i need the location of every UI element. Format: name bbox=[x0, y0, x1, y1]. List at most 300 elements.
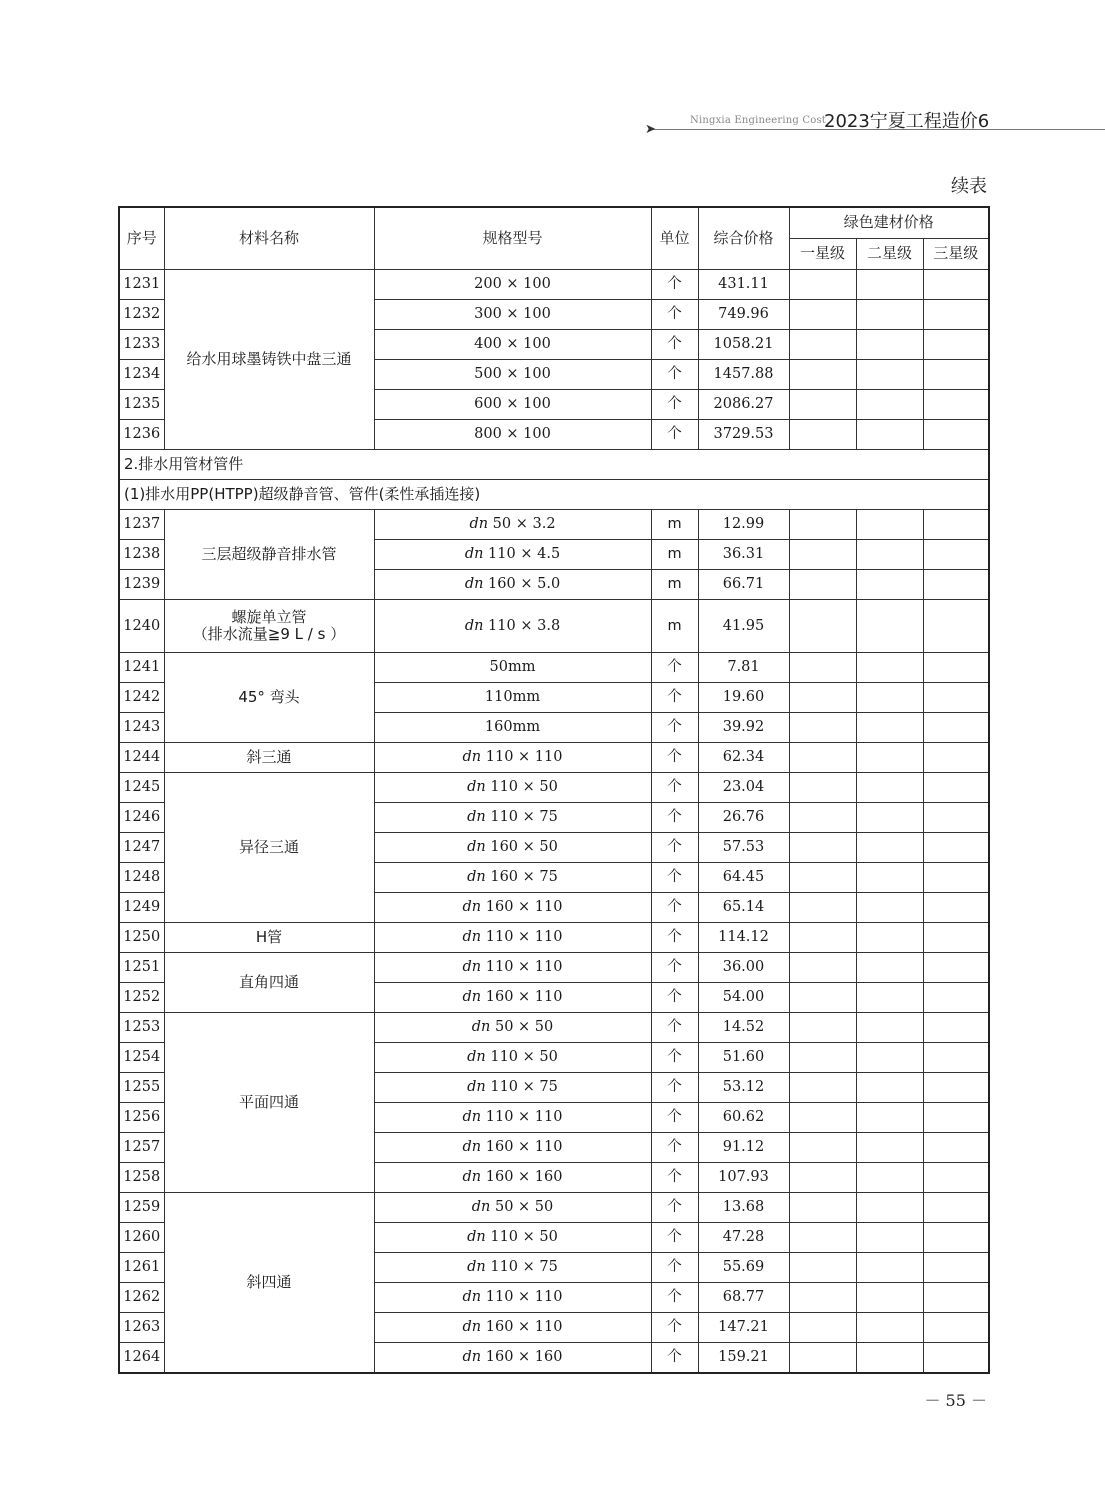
row-spec bbox=[374, 803, 651, 833]
material-name bbox=[164, 270, 374, 450]
row-price: 749.96 bbox=[698, 300, 789, 330]
row-spec bbox=[374, 540, 651, 570]
row-star2 bbox=[856, 270, 923, 300]
row-star3 bbox=[923, 863, 989, 893]
row-star1 bbox=[789, 923, 856, 953]
row-star2 bbox=[856, 540, 923, 570]
row-spec bbox=[374, 1163, 651, 1193]
row-seq: 1238 bbox=[119, 540, 164, 570]
spec-value: 400 × 100 bbox=[474, 336, 551, 353]
row-star3 bbox=[923, 1313, 989, 1343]
row-seq: 1246 bbox=[119, 803, 164, 833]
section-row bbox=[119, 480, 989, 510]
row-unit: 个 bbox=[651, 330, 698, 360]
spec-prefix: dn bbox=[462, 959, 482, 976]
row-seq: 1254 bbox=[119, 1043, 164, 1073]
row-seq: 1233 bbox=[119, 330, 164, 360]
spec-prefix: dn bbox=[471, 1199, 491, 1216]
header-english-title: Ningxia Engineering Cost bbox=[690, 115, 827, 126]
spec-prefix: dn bbox=[462, 1109, 482, 1126]
material-name bbox=[164, 1013, 374, 1193]
row-price: 57.53 bbox=[698, 833, 789, 863]
spec-value: 600 × 100 bbox=[474, 396, 551, 413]
row-star3 bbox=[923, 1283, 989, 1313]
table-row bbox=[119, 510, 989, 540]
row-star1 bbox=[789, 600, 856, 653]
row-price: 19.60 bbox=[698, 683, 789, 713]
row-spec bbox=[374, 510, 651, 540]
row-price: 1058.21 bbox=[698, 330, 789, 360]
row-seq: 1244 bbox=[119, 743, 164, 773]
spec-prefix: dn bbox=[462, 1319, 482, 1336]
row-unit: 个 bbox=[651, 1313, 698, 1343]
spec-prefix: dn bbox=[467, 779, 486, 796]
row-unit: 个 bbox=[651, 300, 698, 330]
row-star1 bbox=[789, 953, 856, 983]
spec-prefix: dn bbox=[469, 516, 489, 533]
row-seq: 1256 bbox=[119, 1103, 164, 1133]
row-unit: 个 bbox=[651, 1253, 698, 1283]
row-price: 159.21 bbox=[698, 1343, 789, 1374]
row-star2 bbox=[856, 300, 923, 330]
row-spec bbox=[374, 1043, 651, 1073]
spec-value: 50 × 3.2 bbox=[488, 516, 556, 533]
spec-value: 160 × 110 bbox=[481, 899, 563, 916]
row-seq: 1234 bbox=[119, 360, 164, 390]
row-seq: 1258 bbox=[119, 1163, 164, 1193]
table-row bbox=[119, 1193, 989, 1223]
row-spec bbox=[374, 1313, 651, 1343]
row-star1 bbox=[789, 300, 856, 330]
row-price: 68.77 bbox=[698, 1283, 789, 1313]
material-name-text: 45° 弯头 bbox=[238, 687, 300, 706]
row-star3 bbox=[923, 270, 989, 300]
row-unit: 个 bbox=[651, 683, 698, 713]
spec-value: 50mm bbox=[489, 659, 536, 676]
row-star2 bbox=[856, 863, 923, 893]
row-unit: 个 bbox=[651, 983, 698, 1013]
spec-value: 110 × 110 bbox=[481, 1109, 563, 1126]
row-price: 60.62 bbox=[698, 1103, 789, 1133]
row-star3 bbox=[923, 1133, 989, 1163]
row-unit: 个 bbox=[651, 923, 698, 953]
spec-value: 110 × 110 bbox=[481, 959, 563, 976]
row-spec bbox=[374, 1343, 651, 1374]
row-unit: 个 bbox=[651, 953, 698, 983]
row-price: 55.69 bbox=[698, 1253, 789, 1283]
row-spec bbox=[374, 743, 651, 773]
header-arrow-icon: ➤ bbox=[645, 122, 656, 137]
row-star2 bbox=[856, 1283, 923, 1313]
row-star3 bbox=[923, 510, 989, 540]
row-price: 2086.27 bbox=[698, 390, 789, 420]
row-star2 bbox=[856, 1343, 923, 1374]
row-star2 bbox=[856, 1133, 923, 1163]
section-title: 2.排水用管材管件 bbox=[119, 450, 989, 480]
row-star2 bbox=[856, 420, 923, 450]
row-star3 bbox=[923, 1163, 989, 1193]
spec-prefix: dn bbox=[464, 576, 484, 593]
row-spec bbox=[374, 983, 651, 1013]
spec-value: 110 × 110 bbox=[481, 929, 563, 946]
row-spec bbox=[374, 1133, 651, 1163]
spec-prefix: dn bbox=[462, 1139, 482, 1156]
material-name-text: 三层超级静音排水管 bbox=[201, 544, 337, 563]
row-unit: 个 bbox=[651, 773, 698, 803]
header-chinese-title: 2023宁夏工程造价6 bbox=[824, 111, 990, 132]
running-header bbox=[0, 0, 1105, 140]
row-unit: 个 bbox=[651, 893, 698, 923]
spec-value: 160mm bbox=[484, 719, 541, 736]
material-name-text: H管 bbox=[255, 927, 283, 946]
row-spec bbox=[374, 1283, 651, 1313]
row-seq: 1232 bbox=[119, 300, 164, 330]
row-price: 23.04 bbox=[698, 773, 789, 803]
row-seq: 1231 bbox=[119, 270, 164, 300]
spec-prefix: dn bbox=[464, 546, 484, 563]
row-seq: 1242 bbox=[119, 683, 164, 713]
row-seq: 1260 bbox=[119, 1223, 164, 1253]
material-name bbox=[164, 773, 374, 923]
row-star3 bbox=[923, 683, 989, 713]
row-star1 bbox=[789, 713, 856, 743]
material-name-note: （排水流量≧9 L / s ） bbox=[192, 625, 346, 643]
spec-prefix: dn bbox=[471, 1019, 491, 1036]
row-unit: m bbox=[651, 510, 698, 540]
spec-prefix: dn bbox=[467, 869, 486, 886]
page-number: － 55 － bbox=[924, 1391, 987, 1410]
spec-value: 110 × 75 bbox=[485, 809, 558, 826]
row-star1 bbox=[789, 773, 856, 803]
table-row bbox=[119, 773, 989, 803]
row-spec bbox=[374, 1013, 651, 1043]
spec-prefix: dn bbox=[462, 1289, 482, 1306]
spec-value: 110mm bbox=[484, 689, 541, 706]
col-unit-header: 单位 bbox=[651, 207, 698, 270]
spec-value: 160 × 5.0 bbox=[483, 576, 561, 593]
row-seq: 1248 bbox=[119, 863, 164, 893]
row-spec bbox=[374, 863, 651, 893]
row-star1 bbox=[789, 1193, 856, 1223]
row-star1 bbox=[789, 1013, 856, 1043]
material-name bbox=[164, 953, 374, 1013]
spec-prefix: dn bbox=[462, 1169, 482, 1186]
table-row bbox=[119, 743, 989, 773]
spec-value: 160 × 50 bbox=[485, 839, 558, 856]
row-star2 bbox=[856, 833, 923, 863]
row-seq: 1263 bbox=[119, 1313, 164, 1343]
row-price: 66.71 bbox=[698, 570, 789, 600]
row-star3 bbox=[923, 893, 989, 923]
row-seq: 1257 bbox=[119, 1133, 164, 1163]
row-star1 bbox=[789, 983, 856, 1013]
row-seq: 1235 bbox=[119, 390, 164, 420]
row-star3 bbox=[923, 390, 989, 420]
row-star2 bbox=[856, 600, 923, 653]
row-seq: 1249 bbox=[119, 893, 164, 923]
material-name bbox=[164, 653, 374, 743]
row-seq: 1253 bbox=[119, 1013, 164, 1043]
row-spec bbox=[374, 1073, 651, 1103]
row-star2 bbox=[856, 683, 923, 713]
row-star2 bbox=[856, 893, 923, 923]
row-price: 41.95 bbox=[698, 600, 789, 653]
spec-value: 110 × 50 bbox=[485, 1229, 558, 1246]
col-seq-header: 序号 bbox=[119, 207, 164, 270]
row-star3 bbox=[923, 1043, 989, 1073]
row-seq: 1264 bbox=[119, 1343, 164, 1374]
row-star1 bbox=[789, 510, 856, 540]
row-price: 147.21 bbox=[698, 1313, 789, 1343]
row-star3 bbox=[923, 713, 989, 743]
col-spec-header: 规格型号 bbox=[374, 207, 651, 270]
row-spec bbox=[374, 360, 651, 390]
table-row bbox=[119, 653, 989, 683]
table-row bbox=[119, 953, 989, 983]
row-star2 bbox=[856, 953, 923, 983]
row-star1 bbox=[789, 1343, 856, 1374]
material-name bbox=[164, 510, 374, 600]
row-spec bbox=[374, 833, 651, 863]
row-star1 bbox=[789, 1283, 856, 1313]
row-price: 62.34 bbox=[698, 743, 789, 773]
row-spec bbox=[374, 1193, 651, 1223]
row-star3 bbox=[923, 1343, 989, 1374]
row-spec bbox=[374, 600, 651, 653]
spec-prefix: dn bbox=[467, 1229, 486, 1246]
material-name-text: 斜三通 bbox=[246, 747, 292, 766]
row-star2 bbox=[856, 803, 923, 833]
spec-value: 160 × 160 bbox=[481, 1169, 563, 1186]
row-star2 bbox=[856, 743, 923, 773]
row-unit: 个 bbox=[651, 1223, 698, 1253]
row-seq: 1259 bbox=[119, 1193, 164, 1223]
row-star1 bbox=[789, 570, 856, 600]
spec-prefix: dn bbox=[467, 1049, 486, 1066]
row-star3 bbox=[923, 833, 989, 863]
row-spec bbox=[374, 773, 651, 803]
row-star3 bbox=[923, 1073, 989, 1103]
row-price: 114.12 bbox=[698, 923, 789, 953]
spec-value: 110 × 75 bbox=[485, 1259, 558, 1276]
row-unit: 个 bbox=[651, 1343, 698, 1374]
table-row bbox=[119, 1013, 989, 1043]
row-price: 14.52 bbox=[698, 1013, 789, 1043]
row-star2 bbox=[856, 390, 923, 420]
row-seq: 1255 bbox=[119, 1073, 164, 1103]
row-spec bbox=[374, 300, 651, 330]
row-star3 bbox=[923, 923, 989, 953]
row-unit: 个 bbox=[651, 1283, 698, 1313]
row-price: 36.00 bbox=[698, 953, 789, 983]
row-star3 bbox=[923, 1103, 989, 1133]
spec-prefix: dn bbox=[462, 989, 482, 1006]
row-unit: 个 bbox=[651, 270, 698, 300]
row-seq: 1252 bbox=[119, 983, 164, 1013]
row-star2 bbox=[856, 510, 923, 540]
spec-value: 500 × 100 bbox=[474, 366, 551, 383]
row-star1 bbox=[789, 1253, 856, 1283]
row-star2 bbox=[856, 1013, 923, 1043]
row-star3 bbox=[923, 653, 989, 683]
row-unit: 个 bbox=[651, 803, 698, 833]
continued-label: 续表 bbox=[951, 176, 987, 197]
row-star3 bbox=[923, 300, 989, 330]
row-price: 65.14 bbox=[698, 893, 789, 923]
row-star1 bbox=[789, 1103, 856, 1133]
material-name-text: 螺旋单立管 bbox=[231, 607, 307, 626]
row-spec bbox=[374, 713, 651, 743]
spec-value: 110 × 75 bbox=[485, 1079, 558, 1096]
row-unit: 个 bbox=[651, 1103, 698, 1133]
spec-value: 800 × 100 bbox=[474, 426, 551, 443]
row-star3 bbox=[923, 600, 989, 653]
row-unit: 个 bbox=[651, 863, 698, 893]
row-spec bbox=[374, 953, 651, 983]
row-unit: 个 bbox=[651, 1163, 698, 1193]
row-unit: 个 bbox=[651, 360, 698, 390]
spec-prefix: dn bbox=[462, 749, 482, 766]
row-price: 54.00 bbox=[698, 983, 789, 1013]
spec-prefix: dn bbox=[467, 1079, 486, 1096]
row-star3 bbox=[923, 570, 989, 600]
row-seq: 1243 bbox=[119, 713, 164, 743]
row-star1 bbox=[789, 653, 856, 683]
row-star1 bbox=[789, 863, 856, 893]
material-name-text: 给水用球墨铸铁中盘三通 bbox=[186, 349, 352, 368]
row-seq: 1262 bbox=[119, 1283, 164, 1313]
row-star2 bbox=[856, 923, 923, 953]
row-star2 bbox=[856, 983, 923, 1013]
row-star3 bbox=[923, 983, 989, 1013]
section-title: (1)排水用PP(HTPP)超级静音管、管件(柔性承插连接) bbox=[119, 480, 989, 510]
row-spec bbox=[374, 683, 651, 713]
row-seq: 1250 bbox=[119, 923, 164, 953]
row-spec bbox=[374, 1103, 651, 1133]
row-star1 bbox=[789, 1073, 856, 1103]
spec-prefix: dn bbox=[462, 1349, 482, 1366]
row-star2 bbox=[856, 1193, 923, 1223]
table-body bbox=[119, 270, 989, 1374]
spec-value: 110 × 110 bbox=[481, 1289, 563, 1306]
row-price: 91.12 bbox=[698, 1133, 789, 1163]
row-star3 bbox=[923, 540, 989, 570]
spec-prefix: dn bbox=[462, 899, 482, 916]
row-star2 bbox=[856, 570, 923, 600]
row-price: 26.76 bbox=[698, 803, 789, 833]
row-spec bbox=[374, 420, 651, 450]
row-price: 13.68 bbox=[698, 1193, 789, 1223]
row-unit: 个 bbox=[651, 1073, 698, 1103]
spec-value: 160 × 110 bbox=[481, 989, 563, 1006]
row-star3 bbox=[923, 743, 989, 773]
row-seq: 1236 bbox=[119, 420, 164, 450]
row-seq: 1237 bbox=[119, 510, 164, 540]
col-star1-header: 一星级 bbox=[789, 239, 856, 270]
row-unit: 个 bbox=[651, 1193, 698, 1223]
spec-prefix: dn bbox=[467, 809, 486, 826]
row-star2 bbox=[856, 1043, 923, 1073]
row-price: 39.92 bbox=[698, 713, 789, 743]
row-star3 bbox=[923, 360, 989, 390]
row-unit: 个 bbox=[651, 1133, 698, 1163]
row-star3 bbox=[923, 1013, 989, 1043]
row-star3 bbox=[923, 953, 989, 983]
row-star2 bbox=[856, 773, 923, 803]
row-seq: 1247 bbox=[119, 833, 164, 863]
row-unit: 个 bbox=[651, 1013, 698, 1043]
spec-value: 160 × 160 bbox=[481, 1349, 563, 1366]
row-spec bbox=[374, 1223, 651, 1253]
row-star1 bbox=[789, 743, 856, 773]
col-green-header: 绿色建材价格 bbox=[789, 207, 989, 239]
row-spec bbox=[374, 390, 651, 420]
row-spec bbox=[374, 653, 651, 683]
row-seq: 1239 bbox=[119, 570, 164, 600]
section-row bbox=[119, 450, 989, 480]
row-star2 bbox=[856, 1103, 923, 1133]
row-star2 bbox=[856, 1073, 923, 1103]
row-unit: 个 bbox=[651, 653, 698, 683]
row-spec bbox=[374, 1253, 651, 1283]
row-spec bbox=[374, 330, 651, 360]
row-star2 bbox=[856, 330, 923, 360]
table-row bbox=[119, 923, 989, 953]
row-spec bbox=[374, 893, 651, 923]
row-unit: 个 bbox=[651, 713, 698, 743]
row-star1 bbox=[789, 1043, 856, 1073]
spec-value: 110 × 110 bbox=[481, 749, 563, 766]
row-star1 bbox=[789, 1163, 856, 1193]
row-star3 bbox=[923, 773, 989, 803]
spec-prefix: dn bbox=[464, 617, 484, 634]
row-star1 bbox=[789, 270, 856, 300]
material-name-text: 异径三通 bbox=[238, 837, 299, 856]
row-price: 7.81 bbox=[698, 653, 789, 683]
row-price: 431.11 bbox=[698, 270, 789, 300]
row-star1 bbox=[789, 1313, 856, 1343]
row-star1 bbox=[789, 833, 856, 863]
spec-value: 200 × 100 bbox=[474, 276, 551, 293]
row-spec bbox=[374, 570, 651, 600]
spec-value: 110 × 50 bbox=[485, 1049, 558, 1066]
row-star3 bbox=[923, 330, 989, 360]
row-seq: 1251 bbox=[119, 953, 164, 983]
material-name-text: 直角四通 bbox=[238, 972, 299, 991]
col-price-header: 综合价格 bbox=[698, 207, 789, 270]
row-star2 bbox=[856, 1163, 923, 1193]
row-star2 bbox=[856, 1253, 923, 1283]
row-seq: 1240 bbox=[119, 600, 164, 653]
material-name bbox=[164, 600, 374, 653]
col-star2-header: 二星级 bbox=[856, 239, 923, 270]
spec-value: 110 × 4.5 bbox=[483, 546, 561, 563]
row-star3 bbox=[923, 803, 989, 833]
row-unit: 个 bbox=[651, 1043, 698, 1073]
row-seq: 1245 bbox=[119, 773, 164, 803]
row-star1 bbox=[789, 330, 856, 360]
spec-value: 50 × 50 bbox=[490, 1019, 554, 1036]
row-unit: 个 bbox=[651, 420, 698, 450]
row-star3 bbox=[923, 420, 989, 450]
material-name bbox=[164, 923, 374, 953]
row-spec bbox=[374, 270, 651, 300]
row-star1 bbox=[789, 803, 856, 833]
row-star1 bbox=[789, 1133, 856, 1163]
spec-prefix: dn bbox=[467, 839, 486, 856]
row-star2 bbox=[856, 1223, 923, 1253]
row-spec bbox=[374, 923, 651, 953]
